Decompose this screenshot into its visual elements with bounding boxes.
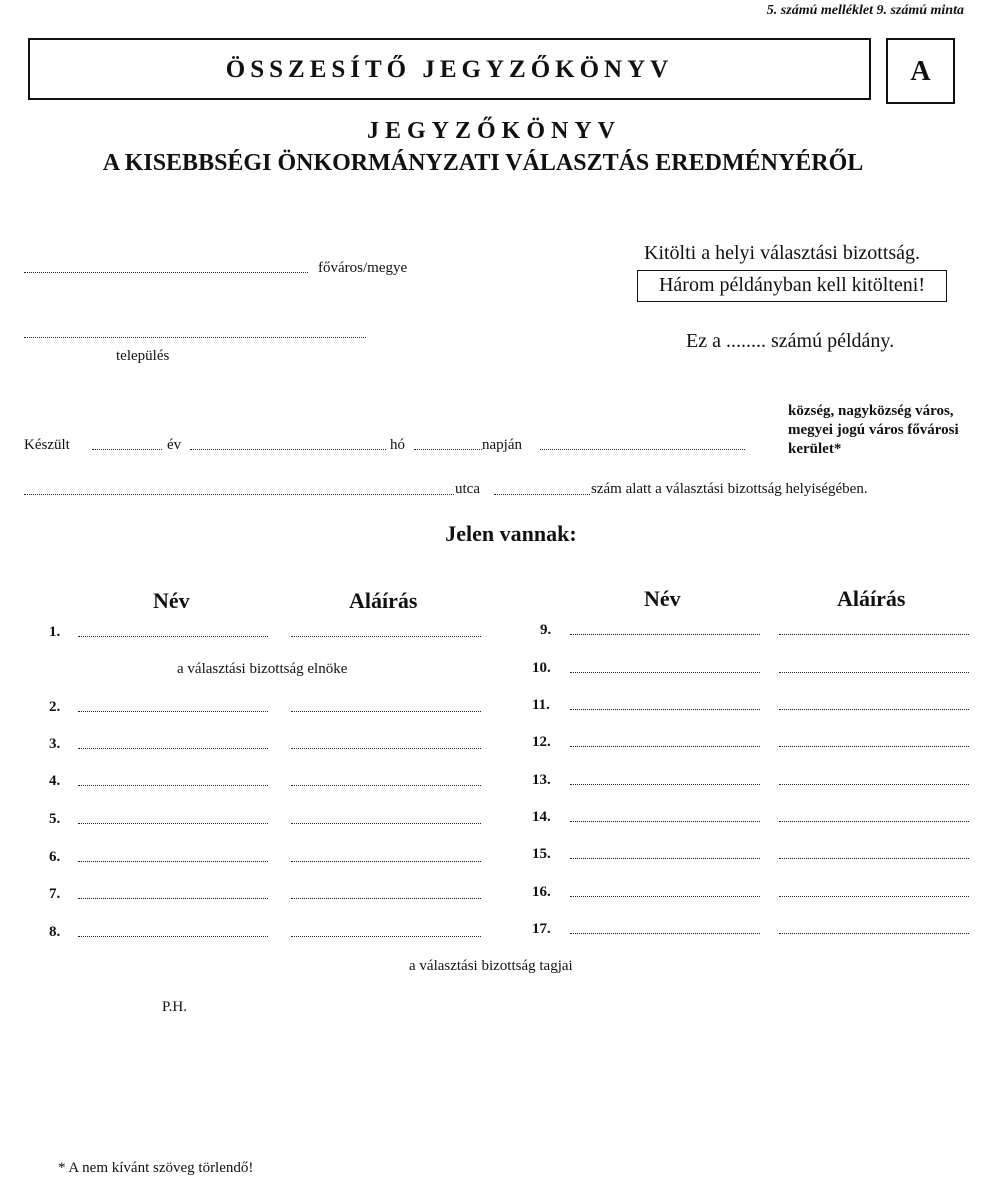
seal-placeholder: P.H. (162, 999, 188, 1015)
row-number: 14. (532, 809, 551, 825)
committee-fill-note: Kitölti a helyi választási bizottság. (644, 242, 921, 264)
row-number: 2. (49, 699, 61, 715)
name-field[interactable] (78, 636, 268, 637)
summary-title: ÖSSZESÍTŐ JEGYZŐKÖNYV (225, 56, 674, 83)
row-number: 1. (49, 624, 61, 640)
signature-field[interactable] (779, 784, 969, 785)
signature-field[interactable] (291, 785, 481, 786)
signature-field[interactable] (779, 821, 969, 822)
name-field[interactable] (570, 933, 760, 934)
row-number: 9. (540, 622, 552, 638)
capital-county-field[interactable] (24, 272, 308, 273)
name-field[interactable] (570, 746, 760, 747)
row-number: 16. (532, 884, 551, 900)
row-number: 15. (532, 846, 551, 862)
year-label: év (167, 437, 182, 453)
capital-county-label: főváros/megye (318, 260, 408, 276)
name-field[interactable] (78, 861, 268, 862)
street-field[interactable] (24, 494, 454, 495)
signature-field[interactable] (779, 672, 969, 673)
signature-field[interactable] (291, 936, 481, 937)
row-number: 3. (49, 736, 61, 752)
footnote: * A nem kívánt szöveg törlendő! (58, 1160, 254, 1176)
name-field[interactable] (570, 821, 760, 822)
document-subtitle: A KISEBBSÉGI ÖNKORMÁNYZATI VÁLASZTÁS EREDMÉNYÉRŐL (102, 150, 864, 176)
signature-field[interactable] (291, 748, 481, 749)
row-number: 11. (532, 697, 550, 713)
day-field[interactable] (414, 449, 482, 450)
row-number: 12. (532, 734, 551, 750)
row-number: 5. (49, 811, 61, 827)
members-label: a választási bizottság tagjai (409, 958, 573, 974)
signature-field[interactable] (291, 636, 481, 637)
signature-column-header-left: Aláírás (349, 588, 418, 613)
signature-field[interactable] (291, 898, 481, 899)
present-heading: Jelen vannak: (445, 521, 577, 546)
made-label: Készült (24, 437, 70, 453)
month-label: hó (390, 437, 405, 453)
row-number: 13. (532, 772, 551, 788)
day-label: napján (482, 437, 522, 453)
signature-field[interactable] (291, 861, 481, 862)
row-number: 4. (49, 773, 61, 789)
signature-field[interactable] (779, 896, 969, 897)
name-field[interactable] (570, 858, 760, 859)
signature-field[interactable] (291, 711, 481, 712)
three-copies-note: Három példányban kell kitölteni! (637, 270, 947, 302)
signature-column-header-right: Aláírás (837, 586, 906, 611)
year-field[interactable] (92, 449, 162, 450)
name-field[interactable] (78, 823, 268, 824)
signature-field[interactable] (779, 709, 969, 710)
name-field[interactable] (78, 898, 268, 899)
settlement-field[interactable] (24, 337, 366, 338)
name-field[interactable] (570, 784, 760, 785)
row-number: 10. (532, 660, 551, 676)
name-column-header-left: Név (153, 588, 190, 613)
name-field[interactable] (570, 634, 760, 635)
settlement-type-field[interactable] (540, 449, 745, 450)
name-field[interactable] (570, 709, 760, 710)
name-column-header-right: Név (644, 586, 681, 611)
street-label: utca (455, 481, 480, 497)
row-number: 8. (49, 924, 61, 940)
row-number: 7. (49, 886, 61, 902)
signature-field[interactable] (779, 634, 969, 635)
signature-field[interactable] (779, 933, 969, 934)
document-title: JEGYZŐKÖNYV (366, 118, 621, 144)
signature-field[interactable] (779, 746, 969, 747)
signature-field[interactable] (291, 823, 481, 824)
annex-reference: 5. számú melléklet 9. számú minta (766, 3, 964, 18)
name-field[interactable] (570, 672, 760, 673)
settlement-type-options: község, nagyközség város, megyei jogú város fővárosi kerület* (788, 403, 959, 457)
settlement-label: település (116, 348, 170, 364)
house-number-field[interactable] (494, 494, 590, 495)
copy-number: Ez a ........ számú példány. (686, 330, 895, 352)
chairman-label: a választási bizottság elnöke (177, 661, 348, 677)
summary-title-box (28, 38, 871, 100)
name-field[interactable] (78, 711, 268, 712)
signature-field[interactable] (779, 858, 969, 859)
row-number: 6. (49, 849, 61, 865)
row-number: 17. (532, 921, 551, 937)
name-field[interactable] (78, 748, 268, 749)
name-field[interactable] (570, 896, 760, 897)
month-field[interactable] (190, 449, 386, 450)
name-field[interactable] (78, 785, 268, 786)
name-field[interactable] (78, 936, 268, 937)
form-letter-box: A (886, 38, 955, 104)
venue-text: szám alatt a választási bizottság helyiségében. (591, 481, 868, 497)
